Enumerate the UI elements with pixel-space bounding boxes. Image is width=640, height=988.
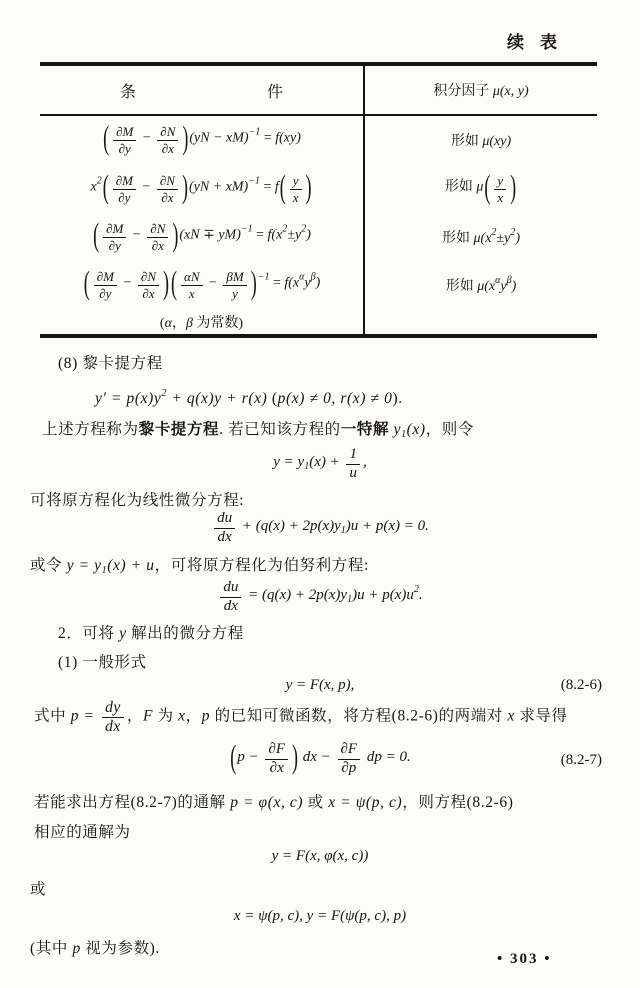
fraction-denominator: dx	[217, 528, 232, 545]
math-fraction	[102, 700, 124, 736]
header-char-jian: 件	[266, 83, 283, 101]
paragraph-bernoulli-intro	[30, 554, 369, 578]
math-superscript: 2	[282, 223, 288, 235]
math-text: ，	[171, 316, 186, 331]
table-row-3-condition	[40, 214, 363, 260]
math-text: −	[129, 227, 145, 243]
math-text: =	[259, 179, 275, 195]
math-variable: ±y	[287, 227, 302, 243]
math-fraction	[147, 222, 168, 252]
math-fraction	[157, 174, 178, 204]
paragraph-solution	[34, 791, 513, 814]
math-variable: p =	[70, 707, 100, 725]
fraction-numerator: 1	[346, 447, 360, 465]
math-text: −	[205, 275, 221, 291]
math-text: =	[252, 227, 268, 243]
math-variable: f(x	[284, 275, 300, 291]
equation-substitution	[0, 447, 640, 482]
math-variable: μ(xy)	[482, 134, 512, 149]
math-text: −	[138, 179, 154, 195]
math-text: (8) 黎卡提方程	[58, 355, 163, 372]
math-fraction	[223, 270, 246, 300]
paragraph-or	[30, 878, 46, 901]
math-fraction	[290, 174, 302, 204]
paragraph-param-note	[30, 937, 160, 960]
fraction-numerator: ∂M	[113, 125, 136, 141]
math-superscript: β	[506, 275, 512, 286]
math-superscript: 2	[161, 388, 167, 399]
math-text: ).	[392, 390, 403, 407]
math-text: 形如	[450, 134, 483, 149]
math-text: 为	[153, 707, 179, 725]
math-superscript: 2	[510, 227, 516, 238]
math-subscript: 1	[340, 524, 346, 536]
math-paren: (	[83, 264, 90, 301]
table-row-1-factor	[363, 116, 597, 164]
math-text: 可将原方程化为线性微分方程:	[30, 492, 245, 509]
math-variable: (x) +	[309, 453, 344, 470]
math-text: 解出的微分方程	[126, 625, 244, 642]
factor-formula	[446, 275, 517, 295]
math-variable: )	[511, 279, 517, 294]
math-subscript: 1	[304, 460, 310, 472]
math-paren: (	[484, 168, 491, 205]
math-variable: (yN + xM)	[188, 179, 249, 195]
math-text: 若能求出方程(8.2-7)的通解	[34, 794, 231, 811]
math-superscript: 2	[301, 223, 307, 235]
math-variable: )	[315, 275, 321, 291]
math-text: (	[159, 316, 165, 331]
math-variable: ±y	[496, 231, 511, 246]
fraction-denominator: x	[292, 189, 299, 205]
table-row-3-factor	[363, 214, 597, 260]
fraction-numerator: ∂M	[103, 222, 126, 238]
math-text: −	[119, 275, 135, 291]
math-text: 或	[303, 794, 329, 811]
fraction-numerator: ∂M	[113, 174, 136, 190]
math-variable: p = φ(x, c)	[230, 794, 304, 811]
math-paren: (	[279, 168, 286, 205]
math-variable: μ	[476, 179, 484, 195]
fraction-denominator: u	[349, 464, 357, 481]
fraction-numerator: du	[214, 511, 235, 529]
math-fraction	[220, 580, 241, 615]
math-text: 2．可将	[58, 625, 120, 642]
math-paren: (	[93, 216, 100, 253]
math-variable: y′ = p(x)y	[95, 390, 162, 407]
math-text: 相应的通解为	[34, 824, 131, 841]
fraction-denominator: y	[232, 285, 238, 301]
math-variable: )	[306, 227, 311, 243]
math-subscript: 1	[101, 565, 108, 576]
factor-formula	[451, 130, 511, 150]
fraction-denominator: x	[188, 285, 195, 301]
math-superscript: −1	[248, 126, 261, 138]
math-superscript: 2	[96, 175, 102, 187]
math-superscript: −1	[248, 175, 260, 187]
math-variable: y	[119, 625, 127, 642]
math-fraction	[103, 222, 126, 252]
math-subscript: 1	[347, 593, 353, 605]
math-variable: .	[418, 586, 423, 603]
math-paren: )	[510, 168, 517, 205]
fraction-numerator: y	[494, 174, 506, 190]
math-paren: (	[102, 168, 109, 205]
math-superscript: 2	[413, 583, 419, 595]
header-char-tiao: 条	[120, 83, 137, 101]
math-paren: )	[163, 264, 169, 301]
math-bold-text: 一特解	[340, 421, 390, 438]
math-superscript: α	[495, 275, 501, 286]
equation-bernoulli	[0, 580, 640, 615]
math-variable: F	[143, 707, 154, 725]
math-variable: x = ψ(p, c)	[328, 794, 403, 811]
math-paren: )	[250, 264, 257, 301]
continued-table-label: 续表	[507, 33, 573, 52]
fraction-numerator: du	[220, 580, 241, 598]
heading-riccati	[58, 352, 163, 375]
math-variable: y = F(x, φ(x, c))	[271, 848, 369, 864]
paragraph-corresponding	[34, 821, 131, 844]
math-variable: α	[164, 316, 172, 331]
math-variable: y	[393, 421, 402, 438]
math-variable: + (q(x) + 2p(x)y	[238, 517, 341, 534]
fraction-numerator: ∂N	[157, 174, 178, 190]
factor-formula	[442, 227, 520, 247]
math-fraction	[138, 270, 159, 300]
equation-8-2-6	[0, 677, 640, 694]
fraction-numerator: ∂M	[94, 270, 117, 286]
condition-formula	[90, 168, 312, 205]
math-variable: dx −	[298, 748, 335, 765]
equation-number-8-2-6: (8.2-6)	[560, 677, 602, 693]
math-fraction	[338, 742, 361, 777]
table-row-2-condition	[40, 164, 363, 214]
math-variable: μ(x	[477, 279, 496, 294]
math-variable: + q(x)y + r(x)	[166, 390, 268, 407]
math-variable: x = ψ(p, c), y = F(ψ(p, c), p)	[233, 908, 407, 924]
math-text: ，	[185, 707, 202, 725]
math-superscript: 2	[491, 227, 497, 238]
math-variable: f(x	[267, 227, 283, 243]
math-variable: )u + p(x) = 0.	[345, 517, 429, 534]
math-text: 形如	[442, 231, 474, 246]
math-variable: ,	[362, 453, 367, 470]
paragraph-stated	[42, 418, 474, 442]
math-variable: μ(x, y)	[492, 84, 529, 99]
math-text: 或	[30, 881, 47, 898]
fraction-numerator: αN	[181, 270, 203, 286]
math-variable: y = F(x, p),	[285, 677, 355, 693]
fraction-numerator: ∂N	[157, 125, 178, 141]
math-variable: (x)	[406, 421, 426, 438]
fraction-denominator: dx	[105, 718, 121, 736]
math-text: 视为参数).	[80, 940, 160, 957]
heading-general-form	[58, 651, 147, 674]
math-variable: y = y	[66, 557, 102, 574]
constants-note-text	[160, 312, 243, 332]
math-fraction	[113, 125, 136, 155]
fraction-numerator: dy	[102, 700, 124, 718]
table-empty-cell	[363, 310, 597, 334]
fraction-denominator: ∂y	[108, 237, 121, 253]
fraction-numerator: ∂N	[138, 270, 159, 286]
math-fraction	[214, 511, 235, 546]
math-text: 的已知可微函数，将方程(8.2-6)的两端对	[210, 707, 508, 725]
table-header-condition	[40, 66, 363, 116]
math-subscript: 1	[401, 429, 407, 440]
math-text: =	[260, 130, 276, 146]
table-row-4-condition	[40, 260, 363, 310]
math-text: . 若已知该方程的	[219, 421, 341, 438]
math-variable: x	[90, 179, 97, 195]
condition-formula	[102, 119, 301, 156]
math-variable: )	[515, 231, 520, 246]
math-text: 形如	[445, 279, 478, 294]
math-variable: (yN − xM)	[189, 130, 249, 146]
math-text: 或令	[30, 557, 67, 574]
fraction-numerator: ∂F	[265, 742, 288, 760]
table-row-2-factor	[363, 164, 597, 214]
math-variable: y = y	[273, 453, 305, 470]
math-paren: (	[103, 119, 110, 156]
fraction-denominator: ∂x	[269, 759, 284, 776]
math-text: =	[269, 275, 285, 291]
math-text: ，	[126, 707, 144, 725]
math-variable: (xN ∓ yM)	[179, 227, 241, 243]
table-header-condition-text	[40, 79, 363, 102]
math-paren: (	[230, 738, 237, 775]
condition-formula	[92, 216, 311, 253]
math-variable: x	[178, 707, 186, 725]
math-paren: )	[291, 738, 298, 775]
math-text: −	[139, 130, 155, 146]
condition-formula	[83, 264, 321, 301]
equation-8-2-7	[0, 738, 640, 777]
math-superscript: β	[310, 271, 316, 283]
math-text: ，则方程(8.2-6)	[402, 794, 514, 811]
math-superscript: α	[299, 271, 305, 283]
fraction-denominator: ∂y	[99, 285, 112, 301]
fraction-numerator: ∂F	[338, 742, 361, 760]
math-paren: )	[172, 216, 179, 253]
math-text: (	[267, 390, 278, 407]
math-variable: = (q(x) + 2p(x)y	[244, 586, 348, 603]
math-variable: y	[500, 279, 507, 294]
fraction-denominator: ∂x	[151, 237, 164, 253]
math-text: 上述方程称为	[42, 421, 139, 438]
math-variable: y	[304, 275, 311, 291]
math-variable: dp = 0.	[363, 748, 411, 765]
equation-linear	[0, 511, 640, 546]
fraction-denominator: ∂p	[341, 759, 357, 776]
equation-number-8-2-7: (8.2-7)	[560, 752, 602, 768]
fraction-numerator: y	[290, 174, 302, 190]
math-bold-text: 黎卡提方程	[138, 421, 220, 438]
math-variable: p	[72, 940, 81, 957]
math-paren: )	[305, 168, 312, 205]
heading-section-2	[58, 622, 244, 645]
equation-general-solution-y	[0, 848, 640, 865]
math-text: 求导得	[514, 707, 568, 725]
fraction-denominator: ∂x	[161, 189, 174, 205]
math-text: 形如	[444, 179, 477, 195]
factor-formula	[444, 168, 517, 205]
math-text: 为常数)	[192, 316, 244, 331]
equation-riccati	[95, 386, 403, 410]
fraction-denominator: ∂x	[142, 285, 155, 301]
math-fraction	[346, 447, 360, 482]
fraction-denominator: ∂x	[161, 140, 174, 156]
math-superscript: −1	[257, 271, 270, 283]
table-header-factor	[363, 66, 597, 116]
math-variable: μ(x	[473, 231, 492, 246]
math-paren: (	[171, 264, 177, 301]
fraction-numerator: βM	[223, 270, 246, 286]
fraction-denominator: ∂y	[118, 140, 131, 156]
integrating-factor-table	[40, 62, 597, 338]
paragraph-linear-intro	[30, 489, 244, 512]
math-variable: f	[274, 179, 279, 195]
table-header-factor-text	[433, 80, 528, 100]
math-fraction	[113, 174, 136, 204]
math-text: (其中	[30, 940, 73, 957]
math-variable: p	[201, 707, 211, 725]
math-text: (1) 一般形式	[58, 654, 147, 671]
page-number: • 303 •	[497, 951, 552, 967]
math-variable: p(x) ≠ 0, r(x) ≠ 0	[277, 390, 393, 407]
math-variable: p −	[237, 748, 263, 765]
math-paren: )	[181, 168, 188, 205]
fraction-numerator: ∂N	[147, 222, 168, 238]
table-row-1-condition	[40, 116, 363, 164]
math-fraction	[94, 270, 117, 300]
math-paren: )	[182, 119, 189, 156]
math-text: ，可将原方程化为伯努利方程:	[154, 557, 369, 574]
math-text: ，则令	[425, 421, 474, 438]
math-fraction	[181, 270, 203, 300]
fraction-denominator: ∂y	[118, 189, 131, 205]
math-variable: (x) + u	[107, 557, 155, 574]
math-variable: )u + p(x)u	[352, 586, 414, 603]
equation-general-solution-x	[0, 908, 640, 925]
fraction-denominator: x	[497, 189, 504, 205]
math-fraction	[494, 174, 506, 204]
math-variable: x	[507, 707, 515, 725]
table-row-4-factor	[363, 260, 597, 310]
fraction-denominator: dx	[223, 597, 238, 614]
math-text: 式中	[34, 707, 71, 725]
math-variable: f(xy)	[275, 130, 301, 146]
table-constants-note	[40, 310, 363, 334]
math-variable: β	[185, 316, 193, 331]
math-fraction	[157, 125, 178, 155]
math-superscript: −1	[240, 223, 253, 235]
paragraph-derive	[34, 700, 568, 736]
math-fraction	[265, 742, 288, 777]
math-text: 积分因子	[433, 84, 493, 99]
